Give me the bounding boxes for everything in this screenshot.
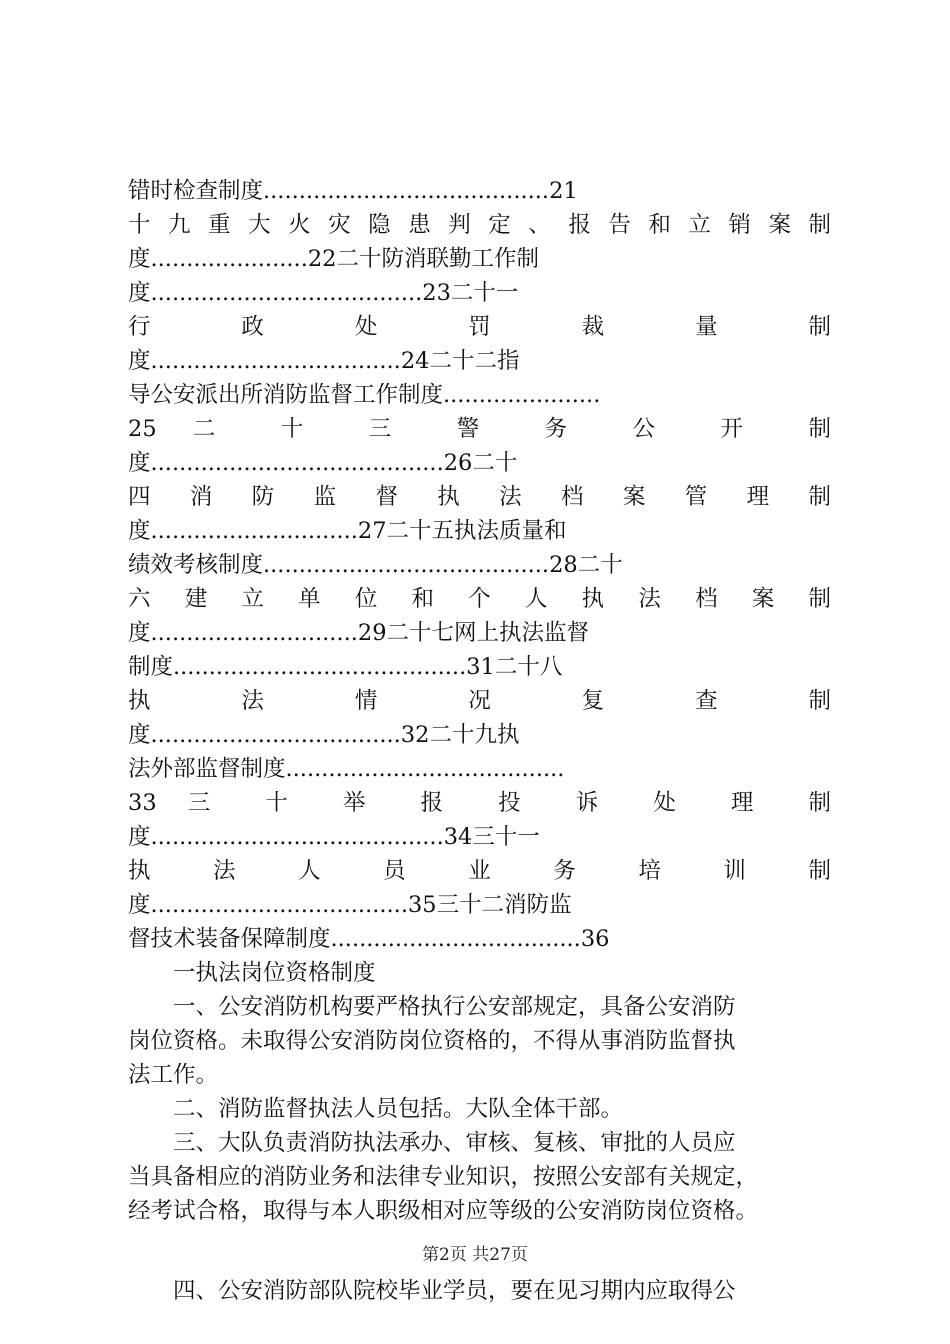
toc-line: 导公安派出所消防监督工作制度...................... bbox=[128, 382, 601, 408]
paragraph-line: 岗位资格。未取得公安消防岗位资格的，不得从事消防监督执 bbox=[128, 1028, 736, 1054]
toc-line: 度...................................32二十九执 bbox=[128, 722, 520, 748]
toc-line: 度.........................................26二十 bbox=[128, 450, 518, 476]
section-heading: 一执法岗位资格制度 bbox=[173, 960, 376, 986]
paragraph bbox=[128, 1274, 831, 1308]
toc-line: 制度.........................................31二十八 bbox=[128, 654, 563, 680]
toc-line: 四 消 防 监 督 执 法 档 案 管 理 制 bbox=[128, 484, 831, 510]
toc-line: 督技术装备保障制度...................................36 bbox=[128, 926, 610, 952]
paragraph bbox=[128, 990, 831, 1092]
toc-line: 十九重大火灾隐患判定、报告和立销案制 bbox=[128, 212, 831, 238]
paragraph bbox=[128, 1126, 831, 1228]
toc-line: 度...................................24二十二指 bbox=[128, 348, 520, 374]
page-footer: 第2页 共27页 bbox=[422, 1245, 528, 1265]
toc-line: 执 法 情 况 复 查 制 bbox=[128, 688, 831, 714]
paragraph-line: 法工作。 bbox=[128, 1062, 219, 1088]
toc-line: 度......................22二十防消联勤工作制 bbox=[128, 246, 539, 272]
toc-line: 度......................................23二十一 bbox=[128, 280, 519, 306]
toc-line: 度.............................29二十七网上执法监督 bbox=[128, 620, 590, 646]
toc-line: 度.........................................34三十一 bbox=[128, 824, 540, 850]
toc-line: 25 二 十 三 警 务 公 开 制 bbox=[128, 416, 831, 442]
toc-line: 错时检查制度........................................21 bbox=[128, 178, 578, 204]
paragraph-line: 三、大队负责消防执法承办、审核、复核、审批的人员应 bbox=[173, 1130, 736, 1156]
table-of-contents bbox=[128, 174, 831, 956]
toc-line: 行 政 处 罚 裁 量 制 bbox=[128, 314, 831, 340]
paragraph-line: 四、公安消防部队院校毕业学员，要在见习期内应取得公 bbox=[173, 1278, 736, 1304]
toc-line: 度.............................27二十五执法质量和 bbox=[128, 518, 567, 544]
paragraph-line: 二、消防监督执法人员包括。大队全体干部。 bbox=[173, 1096, 624, 1122]
toc-line: 法外部监督制度....................................... bbox=[128, 756, 565, 782]
toc-line: 执 法 人 员 业 务 培 训 制 bbox=[128, 858, 831, 884]
paragraph bbox=[128, 1092, 831, 1126]
document-body bbox=[128, 174, 831, 1308]
toc-line: 六 建 立 单 位 和 个 人 执 法 档 案 制 bbox=[128, 586, 831, 612]
toc-line: 度....................................35三十二消防监 bbox=[128, 892, 572, 918]
toc-line: 33 三 十 举 报 投 诉 处 理 制 bbox=[128, 790, 831, 816]
paragraph-line: 经考试合格，取得与本人职级相对应等级的公安消防岗位资格。 bbox=[128, 1198, 759, 1224]
paragraph-line: 一、公安消防机构要严格执行公安部规定，具备公安消防 bbox=[173, 994, 736, 1020]
toc-line: 绩效考核制度........................................28二十 bbox=[128, 552, 623, 578]
paragraph-line: 当具备相应的消防业务和法律专业知识，按照公安部有关规定， bbox=[128, 1164, 759, 1190]
